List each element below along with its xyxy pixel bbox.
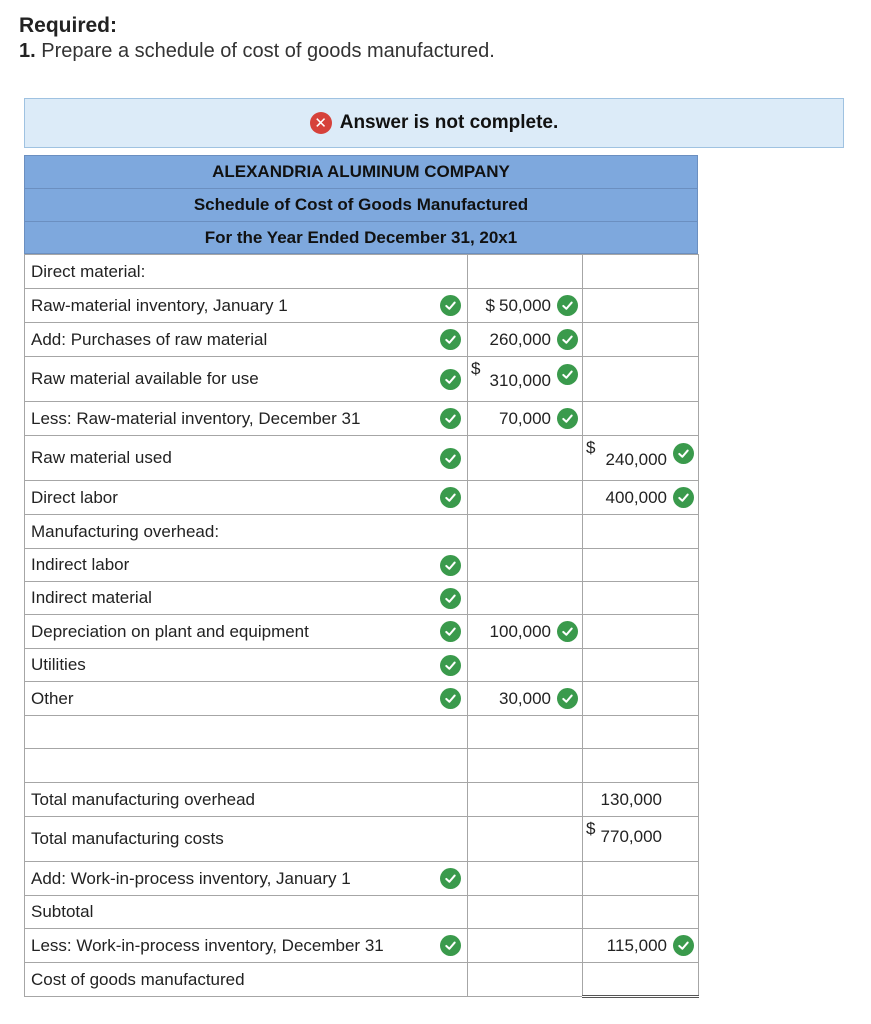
check-icon bbox=[557, 408, 578, 429]
table-row bbox=[25, 436, 699, 481]
row-label-cogm[interactable]: Cost of goods manufactured bbox=[25, 963, 468, 997]
answer-status-message: Answer is not complete. bbox=[339, 112, 559, 133]
instruction-text: Prepare a schedule of cost of goods manufactured. bbox=[41, 40, 495, 62]
amount-input-col2[interactable] bbox=[583, 716, 699, 749]
amount-input-col2[interactable] bbox=[583, 402, 699, 436]
amount-input-col1[interactable] bbox=[468, 749, 583, 783]
row-label-total-costs[interactable]: Total manufacturing costs bbox=[25, 817, 468, 862]
amount-input-col1[interactable] bbox=[468, 929, 583, 963]
amount-input-raw-used[interactable]: $ 240,000 bbox=[583, 436, 699, 481]
check-icon bbox=[440, 588, 461, 609]
row-label-indirect-labor[interactable]: Indirect labor bbox=[25, 549, 468, 582]
check-icon bbox=[440, 369, 461, 390]
amount-input-col2[interactable] bbox=[583, 582, 699, 615]
amount-input-utilities[interactable] bbox=[468, 649, 583, 682]
row-label-raw-inv-jan[interactable]: Raw-material inventory, January 1 bbox=[25, 289, 468, 323]
check-icon bbox=[557, 295, 578, 316]
row-label-mfg-overhead[interactable]: Manufacturing overhead: bbox=[25, 515, 468, 549]
required-heading: Required: bbox=[19, 14, 118, 37]
row-label-utilities[interactable]: Utilities bbox=[25, 649, 468, 682]
table-row bbox=[25, 255, 699, 289]
row-label-raw-inv-dec[interactable]: Less: Raw-material inventory, December 31 bbox=[25, 402, 468, 436]
table-row bbox=[25, 289, 699, 323]
amount-input-wip-jan[interactable] bbox=[583, 862, 699, 896]
amount-input-wip-dec[interactable]: 115,000 bbox=[583, 929, 699, 963]
amount-input-available[interactable]: $ 310,000 bbox=[468, 357, 583, 402]
schedule-title: Schedule of Cost of Goods Manufactured bbox=[24, 188, 698, 221]
check-icon bbox=[440, 688, 461, 709]
amount-input-col2[interactable] bbox=[583, 255, 699, 289]
row-label-other[interactable]: Other bbox=[25, 682, 468, 716]
row-label-raw-used[interactable]: Raw material used bbox=[25, 436, 468, 481]
amount-input-col1[interactable] bbox=[468, 862, 583, 896]
table-row bbox=[25, 749, 699, 783]
amount-input-col1[interactable] bbox=[468, 716, 583, 749]
amount-input-col1[interactable] bbox=[468, 817, 583, 862]
row-label-available[interactable]: Raw material available for use bbox=[25, 357, 468, 402]
check-icon bbox=[440, 295, 461, 316]
amount-input-indirect-labor[interactable] bbox=[468, 549, 583, 582]
table-row bbox=[25, 783, 699, 817]
check-icon bbox=[557, 364, 578, 385]
schedule-period: For the Year Ended December 31, 20x1 bbox=[24, 221, 698, 254]
check-icon bbox=[557, 329, 578, 350]
schedule-table bbox=[24, 254, 699, 998]
row-label-depreciation[interactable]: Depreciation on plant and equipment bbox=[25, 615, 468, 649]
check-icon bbox=[440, 935, 461, 956]
company-name: ALEXANDRIA ALUMINUM COMPANY bbox=[24, 155, 698, 188]
check-icon bbox=[440, 408, 461, 429]
amount-input-col1[interactable] bbox=[468, 481, 583, 515]
amount-input-indirect-material[interactable] bbox=[468, 582, 583, 615]
amount-input-total-costs[interactable]: $ 770,000 bbox=[583, 817, 699, 862]
table-row bbox=[25, 896, 699, 929]
row-label-direct-labor[interactable]: Direct labor bbox=[25, 481, 468, 515]
amount-input-col1[interactable] bbox=[468, 436, 583, 481]
table-row bbox=[25, 357, 699, 402]
row-label-direct-material[interactable]: Direct material: bbox=[25, 255, 468, 289]
amount-input-depreciation[interactable]: 100,000 bbox=[468, 615, 583, 649]
amount-input-subtotal[interactable] bbox=[583, 896, 699, 929]
amount-input-col2[interactable] bbox=[583, 615, 699, 649]
amount-input-total-overhead[interactable]: 130,000 bbox=[583, 783, 699, 817]
row-label-subtotal[interactable]: Subtotal bbox=[25, 896, 468, 929]
amount-input-col2[interactable] bbox=[583, 323, 699, 357]
row-label-wip-dec[interactable]: Less: Work-in-process inventory, December 31 bbox=[25, 929, 468, 963]
table-row bbox=[25, 682, 699, 716]
check-icon bbox=[673, 487, 694, 508]
amount-input-col1[interactable] bbox=[468, 963, 583, 997]
amount-input-direct-labor[interactable]: 400,000 bbox=[583, 481, 699, 515]
check-icon bbox=[440, 487, 461, 508]
instruction bbox=[19, 40, 495, 63]
schedule-worksheet bbox=[24, 155, 698, 998]
row-label-empty[interactable] bbox=[25, 716, 468, 749]
check-icon bbox=[440, 868, 461, 889]
amount-input-col2[interactable] bbox=[583, 289, 699, 323]
table-row bbox=[25, 817, 699, 862]
row-label-empty[interactable] bbox=[25, 749, 468, 783]
amount-input-raw-inv-jan[interactable]: $ 50,000 bbox=[468, 289, 583, 323]
amount-input-col2[interactable] bbox=[583, 549, 699, 582]
table-row bbox=[25, 402, 699, 436]
amount-input-col1[interactable] bbox=[468, 255, 583, 289]
table-row bbox=[25, 481, 699, 515]
check-icon bbox=[557, 688, 578, 709]
table-row bbox=[25, 929, 699, 963]
check-icon bbox=[673, 935, 694, 956]
row-label-wip-jan[interactable]: Add: Work-in-process inventory, January 1 bbox=[25, 862, 468, 896]
instruction-number: 1. bbox=[19, 40, 36, 62]
table-row bbox=[25, 549, 699, 582]
amount-input-raw-inv-dec[interactable]: 70,000 bbox=[468, 402, 583, 436]
amount-input-purchases[interactable]: 260,000 bbox=[468, 323, 583, 357]
check-icon bbox=[673, 443, 694, 464]
table-row bbox=[25, 615, 699, 649]
answer-status-banner bbox=[24, 98, 844, 148]
amount-input-col1[interactable] bbox=[468, 896, 583, 929]
row-label-indirect-material[interactable]: Indirect material bbox=[25, 582, 468, 615]
check-icon bbox=[440, 655, 461, 676]
amount-input-col2[interactable] bbox=[583, 682, 699, 716]
check-icon bbox=[440, 448, 461, 469]
table-row bbox=[25, 323, 699, 357]
table-row bbox=[25, 963, 699, 997]
amount-input-col2[interactable] bbox=[583, 649, 699, 682]
table-row bbox=[25, 716, 699, 749]
x-circle-icon: ✕ bbox=[310, 112, 332, 134]
amount-input-cogm[interactable] bbox=[583, 963, 699, 997]
check-icon bbox=[440, 555, 461, 576]
row-label-total-overhead[interactable]: Total manufacturing overhead bbox=[25, 783, 468, 817]
table-row bbox=[25, 515, 699, 549]
amount-input-col2[interactable] bbox=[583, 515, 699, 549]
table-row bbox=[25, 862, 699, 896]
amount-input-col2[interactable] bbox=[583, 749, 699, 783]
amount-input-col1[interactable] bbox=[468, 515, 583, 549]
amount-input-col2[interactable] bbox=[583, 357, 699, 402]
amount-input-col1[interactable] bbox=[468, 783, 583, 817]
table-row bbox=[25, 649, 699, 682]
row-label-purchases[interactable]: Add: Purchases of raw material bbox=[25, 323, 468, 357]
check-icon bbox=[557, 621, 578, 642]
amount-input-other[interactable]: 30,000 bbox=[468, 682, 583, 716]
table-row bbox=[25, 582, 699, 615]
check-icon bbox=[440, 329, 461, 350]
check-icon bbox=[440, 621, 461, 642]
